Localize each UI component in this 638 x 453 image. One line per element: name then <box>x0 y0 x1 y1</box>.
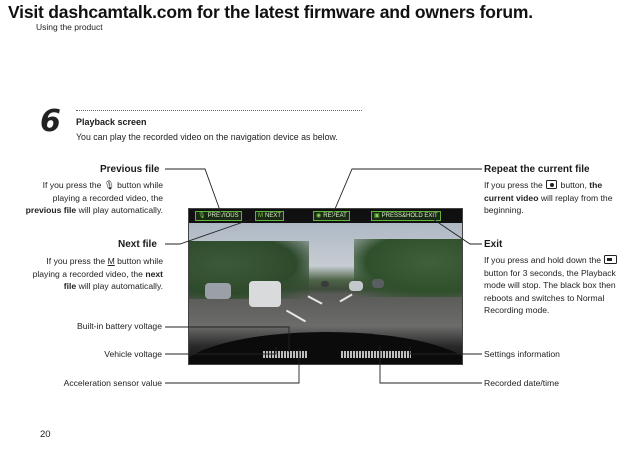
callout-text-part: If you press the <box>484 180 543 190</box>
step-description: You can play the recorded video on the navigation device as below. <box>76 132 338 142</box>
label-settings-information: Settings information <box>484 349 560 359</box>
callout-text-part: If you press and hold down the <box>484 255 602 265</box>
callout-emphasis: the current video <box>484 180 603 203</box>
m-icon: M <box>107 256 115 266</box>
callout-text-part: button for 3 seconds, the Playback mode will stop. The black box then reboots and switches to Normal Recording mode. <box>484 267 616 315</box>
callout-text-part: will replay from the beginning. <box>484 192 613 215</box>
callout-repeat-text <box>484 179 624 217</box>
callout-next-file-title: Next file <box>118 239 157 250</box>
previous-button[interactable] <box>195 211 242 221</box>
m-icon: M <box>258 213 263 219</box>
car <box>205 283 231 299</box>
microphone-icon: 🎙︎ <box>103 180 115 190</box>
playback-toolbar <box>189 209 463 223</box>
camera-icon: ◉ <box>316 213 322 219</box>
callout-emphasis: previous file <box>25 205 77 215</box>
roadside-trees <box>354 239 463 297</box>
callout-text-part: button while playing a recorded video, the <box>32 256 163 279</box>
callout-repeat-title: Repeat the current file <box>484 164 590 175</box>
callout-text-part: button, <box>560 180 587 190</box>
callout-text-part: button while playing a recorded video, the <box>52 180 163 203</box>
step-number: 6 <box>40 104 61 139</box>
lane-marking <box>339 294 352 303</box>
callout-previous-file-title: Previous file <box>100 164 160 175</box>
label-acceleration-sensor: Acceleration sensor value <box>63 378 162 388</box>
next-button-label: NEXT <box>265 213 282 219</box>
vehicle-dashboard <box>189 332 463 365</box>
car <box>349 281 363 291</box>
lane-marking <box>286 310 306 323</box>
record-icon: ▣ <box>374 213 380 219</box>
callout-next-file-text <box>20 255 163 293</box>
camera-icon <box>546 180 557 189</box>
repeat-button-label: REPEAT <box>323 213 347 219</box>
voltage-readout <box>263 351 307 358</box>
callout-text-part: will play automatically. <box>78 205 163 215</box>
banner-text: Visit dashcamtalk.com for the latest firmware and owners forum. <box>8 2 533 22</box>
dotted-divider <box>76 110 362 111</box>
callout-emphasis: next file <box>63 268 163 291</box>
callout-text-part: If you press the <box>46 256 106 266</box>
previous-button-label: PREVIOUS <box>207 213 239 219</box>
recorded-video-frame <box>189 223 463 365</box>
car <box>321 281 329 287</box>
car <box>249 281 281 307</box>
playback-screen <box>188 208 463 365</box>
label-battery-voltage: Built-in battery voltage <box>76 321 162 331</box>
callout-text-part: If you press the <box>42 180 102 190</box>
exit-button-label: PRESS&HOLD EXIT <box>381 213 438 219</box>
callout-exit-title: Exit <box>484 239 503 250</box>
lane-marking <box>307 295 322 304</box>
callout-exit-text <box>484 254 624 317</box>
callout-text-part: will play automatically. <box>78 281 163 291</box>
settings-datetime-readout <box>341 351 411 358</box>
label-vehicle-voltage: Vehicle voltage <box>104 349 162 359</box>
exit-button[interactable] <box>371 211 441 221</box>
next-button[interactable] <box>255 211 284 221</box>
page-number: 20 <box>40 429 51 440</box>
record-icon <box>604 255 617 264</box>
car <box>372 279 384 288</box>
section-label: Using the product <box>36 22 103 32</box>
microphone-icon: 🎙︎ <box>198 213 206 219</box>
label-recorded-datetime: Recorded date/time <box>484 378 559 388</box>
step-title: Playback screen <box>76 117 147 127</box>
callout-previous-file-text <box>20 179 163 217</box>
repeat-button[interactable] <box>313 211 350 221</box>
